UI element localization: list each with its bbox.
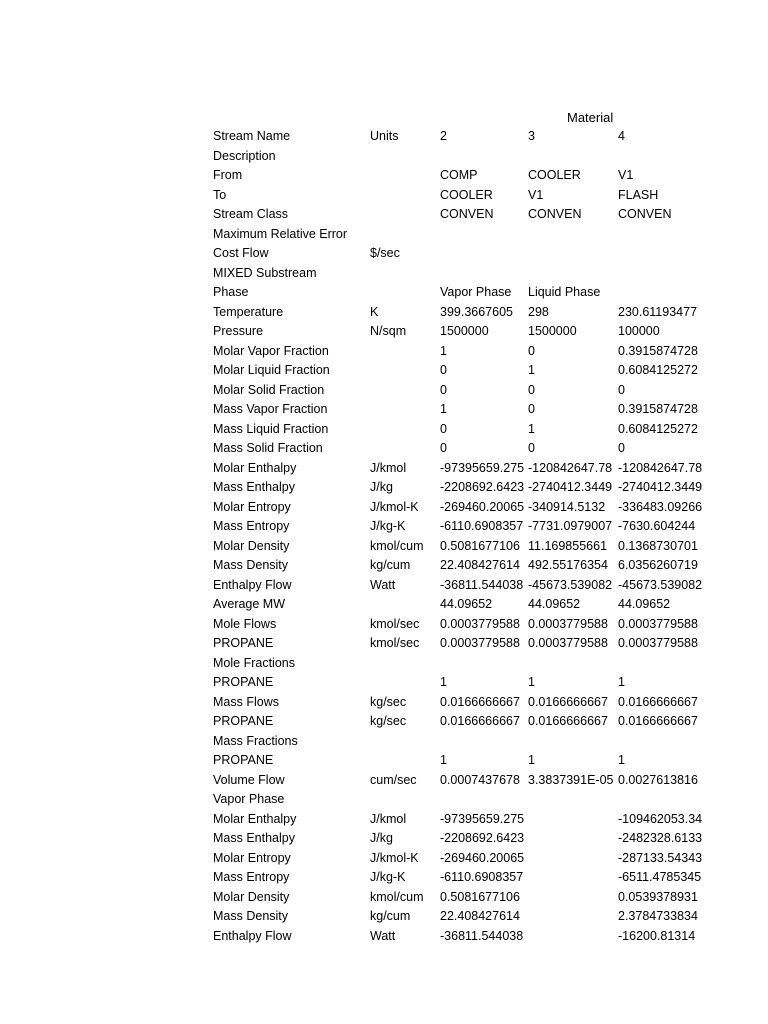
table-row (213, 868, 713, 888)
row-label: Temperature (213, 304, 284, 319)
stream-3-cell: -2740412.3449 (528, 480, 613, 494)
stream-4-cell: 0 (618, 441, 625, 455)
table-row (213, 634, 713, 654)
units-cell: kg/cum (370, 558, 411, 572)
stream-4-cell: -287133.54343 (618, 850, 703, 865)
stream-2-cell: CONVEN (440, 207, 494, 221)
stream-2-cell: 0 (440, 441, 447, 455)
stream-4-cell: 6.0356260719 (618, 558, 698, 572)
units-cell: kmol/sec (370, 616, 420, 631)
stream-4-cell: 0.0003779588 (618, 636, 698, 650)
row-label: Molar Enthalpy (213, 460, 297, 475)
row-label: From (213, 168, 243, 182)
stream-4-cell: -109462053.34 (618, 811, 703, 826)
row-label: Mass Fractions (213, 733, 298, 748)
stream-4-cell: 0.0027613816 (618, 772, 698, 787)
row-label: Description (213, 148, 276, 163)
row-label: Phase (213, 285, 249, 299)
stream-4-cell: -336483.09266 (618, 499, 703, 514)
stream-3-cell: -7731.0979007 (528, 519, 613, 533)
table-row (213, 498, 713, 518)
stream-4-cell: FLASH (618, 187, 659, 202)
row-label: Average MW (213, 597, 286, 611)
stream-4-cell: -16200.81314 (618, 928, 696, 943)
table-row (213, 595, 713, 615)
table-row (213, 537, 713, 557)
row-label: Mass Enthalpy (213, 831, 295, 845)
row-label: To (213, 187, 227, 202)
stream-3-cell: COOLER (528, 168, 581, 182)
row-label: MIXED Substream (213, 265, 317, 280)
stream-2-cell: 0.5081677106 (440, 889, 520, 904)
row-label: PROPANE (213, 714, 274, 728)
stream-3-cell: 0 (528, 441, 535, 455)
units-cell: $/sec (370, 246, 400, 260)
units-cell: N/sqm (370, 324, 407, 338)
row-label: Mass Density (213, 909, 289, 923)
table-row (213, 186, 713, 206)
table-row (213, 459, 713, 479)
stream-2-cell: -6110.6908357 (440, 519, 524, 533)
units-cell: kmol/sec (370, 636, 420, 650)
row-label: Mass Density (213, 558, 289, 572)
stream-4-cell: 0.0166666667 (618, 714, 698, 728)
stream-2-cell: 0 (440, 421, 447, 436)
table-row (213, 147, 713, 167)
stream-4-cell: 0.3915874728 (618, 343, 698, 358)
units-cell: Watt (370, 928, 396, 943)
stream-3-cell: 1 (528, 421, 535, 436)
row-label: Mass Flows (213, 694, 279, 709)
units-cell: J/kmol-K (370, 499, 419, 514)
table-row (213, 517, 713, 537)
table-row (213, 790, 713, 810)
stream-4-cell: 2.3784733834 (618, 909, 698, 923)
row-label: Molar Vapor Fraction (213, 343, 329, 358)
units-cell: kmol/cum (370, 889, 424, 904)
units-cell: Watt (370, 577, 396, 592)
stream-2-cell: -6110.6908357 (440, 870, 524, 884)
row-label: Mass Vapor Fraction (213, 402, 328, 416)
table-row (213, 771, 713, 791)
table-row (213, 400, 713, 420)
stream-3-cell: 1 (528, 753, 535, 767)
units-cell: kg/cum (370, 909, 411, 923)
table-row (213, 576, 713, 596)
stream-2-cell: 0.5081677106 (440, 538, 520, 553)
stream-2-cell: 0.0166666667 (440, 694, 520, 709)
row-label: Mass Liquid Fraction (213, 421, 329, 436)
stream-4-cell: -7630.604244 (618, 519, 696, 533)
table-row (213, 673, 713, 693)
row-label: Mass Entropy (213, 519, 290, 533)
units-cell: kg/sec (370, 714, 407, 728)
table-row (213, 810, 713, 830)
stream-4-cell: 0 (618, 382, 625, 397)
stream-2-cell: -36811.544038 (440, 928, 524, 943)
stream-results-table (213, 127, 713, 946)
table-row (213, 556, 713, 576)
stream-3-cell: 3.3837391E-05 (528, 772, 614, 787)
table-row (213, 283, 713, 303)
stream-4-cell: -45673.539082 (618, 577, 703, 592)
table-row (213, 751, 713, 771)
stream-2-cell: 1500000 (440, 324, 489, 338)
units-cell: J/kmol (370, 811, 407, 826)
table-row (213, 342, 713, 362)
stream-3-cell: 1 (528, 675, 535, 689)
stream-3-cell: -120842647.78 (528, 460, 613, 475)
stream-2-cell: -36811.544038 (440, 577, 524, 592)
units-cell: J/kg (370, 831, 393, 845)
units-cell: kmol/cum (370, 538, 424, 553)
table-row (213, 849, 713, 869)
row-label: PROPANE (213, 753, 274, 767)
row-label: Mass Solid Fraction (213, 441, 323, 455)
table-row (213, 888, 713, 908)
table-row (213, 166, 713, 186)
units-cell: kg/sec (370, 694, 407, 709)
stream-4-cell: 100000 (618, 324, 660, 338)
row-label: PROPANE (213, 675, 274, 689)
units-cell: J/kg-K (370, 870, 406, 884)
units-cell: Units (370, 129, 399, 143)
row-label: PROPANE (213, 636, 274, 650)
stream-3-cell: 0 (528, 343, 535, 358)
table-row (213, 693, 713, 713)
stream-4-cell: 0.0539378931 (618, 889, 698, 904)
stream-4-cell: CONVEN (618, 207, 672, 221)
stream-4-cell: 0.0003779588 (618, 616, 698, 631)
table-row (213, 654, 713, 674)
row-label: Molar Liquid Fraction (213, 363, 330, 377)
stream-2-cell: -2208692.6423 (440, 831, 525, 845)
table-row (213, 732, 713, 752)
units-cell: J/kg (370, 480, 393, 494)
stream-2-cell: 2 (440, 129, 447, 143)
table-row (213, 907, 713, 927)
table-row (213, 927, 713, 947)
units-cell: K (370, 304, 379, 319)
stream-3-cell: 0.0003779588 (528, 636, 608, 650)
stream-4-cell: -2740412.3449 (618, 480, 703, 494)
row-label: Molar Density (213, 889, 290, 904)
row-label: Molar Entropy (213, 850, 291, 865)
row-label: Stream Name (213, 129, 291, 143)
row-label: Mole Flows (213, 616, 277, 631)
stream-3-cell: 0 (528, 382, 535, 397)
stream-4-cell: 230.61193477 (618, 304, 698, 319)
stream-4-cell: 4 (618, 129, 625, 143)
stream-3-cell: 0.0003779588 (528, 616, 608, 631)
table-row (213, 615, 713, 635)
table-row (213, 322, 713, 342)
stream-4-cell: 0.6084125272 (618, 421, 698, 436)
stream-2-cell: 22.408427614 (440, 558, 520, 572)
table-row (213, 829, 713, 849)
stream-2-cell: -269460.20065 (440, 499, 525, 514)
stream-3-cell: 44.09652 (528, 597, 581, 611)
table-row (213, 439, 713, 459)
stream-2-cell: 0 (440, 363, 447, 377)
stream-3-cell: V1 (528, 187, 544, 202)
stream-3-cell: 298 (528, 304, 549, 319)
stream-3-cell: 0.0166666667 (528, 714, 608, 728)
table-row (213, 712, 713, 732)
stream-3-cell: -45673.539082 (528, 577, 613, 592)
units-cell: J/kg-K (370, 519, 406, 533)
stream-3-cell: 3 (528, 129, 535, 143)
stream-4-cell: 44.09652 (618, 597, 671, 611)
row-label: Cost Flow (213, 246, 269, 260)
row-label: Mass Enthalpy (213, 480, 295, 494)
table-row (213, 205, 713, 225)
stream-2-cell: 0.0166666667 (440, 714, 520, 728)
row-label: Volume Flow (213, 772, 285, 787)
stream-2-cell: 44.09652 (440, 597, 493, 611)
row-label: Molar Solid Fraction (213, 382, 325, 397)
table-row (213, 478, 713, 498)
units-cell: cum/sec (370, 772, 417, 787)
stream-4-cell: 1 (618, 753, 625, 767)
stream-2-cell: 399.3667605 (440, 304, 513, 319)
stream-2-cell: 1 (440, 343, 447, 358)
stream-4-cell: -6511.4785345 (618, 870, 702, 884)
stream-2-cell: 1 (440, 675, 447, 689)
stream-3-cell: 11.169855661 (528, 538, 608, 553)
material-header: Material (567, 110, 614, 125)
row-label: Stream Class (213, 207, 289, 221)
row-label: Enthalpy Flow (213, 577, 292, 592)
stream-3-cell: 0.0166666667 (528, 694, 608, 709)
stream-2-cell: -97395659.275 (440, 460, 525, 475)
stream-2-cell: COMP (440, 168, 478, 182)
stream-4-cell: 0.0166666667 (618, 694, 698, 709)
stream-4-cell: V1 (618, 168, 634, 182)
table-row (213, 303, 713, 323)
stream-3-cell: Liquid Phase (528, 285, 601, 299)
row-label: Maximum Relative Error (213, 226, 348, 241)
stream-4-cell: 0.6084125272 (618, 363, 698, 377)
stream-2-cell: COOLER (440, 187, 493, 202)
row-label: Vapor Phase (213, 792, 285, 806)
stream-4-cell: -2482328.6133 (618, 831, 703, 845)
stream-2-cell: 22.408427614 (440, 909, 520, 923)
stream-2-cell: 0.0007437678 (440, 772, 520, 787)
table-row (213, 225, 713, 245)
table-row (213, 420, 713, 440)
stream-2-cell: 0 (440, 382, 447, 397)
stream-3-cell: 1 (528, 363, 535, 377)
stream-3-cell: -340914.5132 (528, 499, 606, 514)
stream-4-cell: 1 (618, 675, 625, 689)
row-label: Pressure (213, 324, 264, 338)
stream-2-cell: 1 (440, 402, 447, 416)
table-row (213, 264, 713, 284)
stream-4-cell: 0.3915874728 (618, 402, 698, 416)
row-label: Mass Entropy (213, 870, 290, 884)
stream-4-cell: 0.1368730701 (618, 538, 698, 553)
stream-2-cell: Vapor Phase (440, 285, 512, 299)
row-label: Molar Enthalpy (213, 811, 297, 826)
row-label: Molar Entropy (213, 499, 291, 514)
stream-2-cell: -2208692.6423 (440, 480, 525, 494)
stream-2-cell: 0.0003779588 (440, 636, 520, 650)
stream-3-cell: 0 (528, 402, 535, 416)
stream-3-cell: 1500000 (528, 324, 577, 338)
row-label: Mole Fractions (213, 655, 295, 670)
row-label: Molar Density (213, 538, 290, 553)
stream-3-cell: 492.55176354 (528, 558, 608, 572)
table-row (213, 127, 713, 147)
stream-4-cell: -120842647.78 (618, 460, 703, 475)
table-row (213, 244, 713, 264)
units-cell: J/kmol-K (370, 850, 419, 865)
stream-2-cell: 1 (440, 753, 447, 767)
stream-2-cell: -97395659.275 (440, 811, 525, 826)
table-row (213, 381, 713, 401)
stream-2-cell: -269460.20065 (440, 850, 525, 865)
row-label: Enthalpy Flow (213, 928, 292, 943)
table-row (213, 361, 713, 381)
stream-2-cell: 0.0003779588 (440, 616, 520, 631)
units-cell: J/kmol (370, 460, 407, 475)
stream-3-cell: CONVEN (528, 207, 582, 221)
